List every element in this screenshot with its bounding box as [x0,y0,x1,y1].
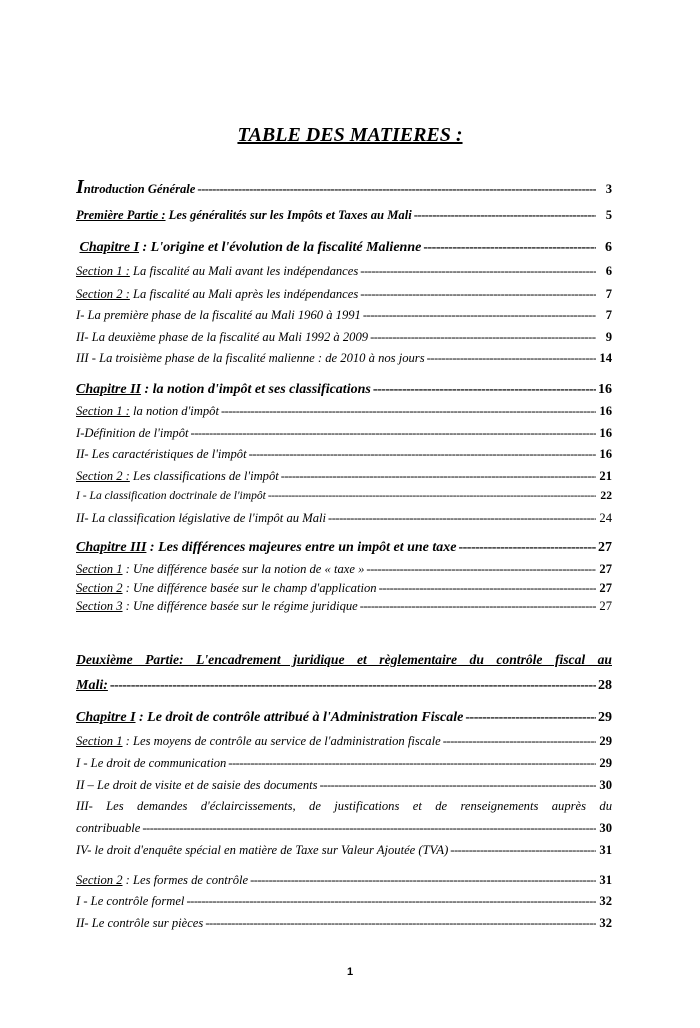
dot-leader [370,330,596,345]
toc-entry-label: contribuable [76,821,141,835]
dot-leader [450,843,596,858]
toc-entry-prefix: Section 2 : [76,469,130,483]
toc-entry-item [76,894,612,909]
toc-page-number: 32 [599,916,612,930]
dot-leader [360,599,596,614]
dot-leader [191,426,596,441]
toc-entry-item [76,511,612,526]
toc-entry-prefix: Section 2 : [76,287,130,301]
toc-page-number: 31 [599,843,612,857]
toc-entry-label: IV- le droit d'enquête spécial en matière de Taxe sur Valeur Ajoutée (TVA) [76,843,449,857]
toc-entry-label: Les classifications de l'impôt [129,469,279,483]
toc-entry-section [76,599,612,614]
toc-entry-label: II- La deuxième phase de la fiscalité au Mali 1992 à 2009 [76,330,369,344]
toc-entry-prefix: Chapitre I [76,710,136,725]
toc-page-number: 9 [605,330,612,344]
toc-page-number: 28 [598,678,612,693]
toc-entry-item [76,447,612,462]
toc-entry-section [76,264,612,279]
toc-entry-prefix: Section 1 : [76,404,130,418]
toc-page-number: 21 [599,469,612,483]
toc-page-number: 31 [599,873,612,887]
dot-leader [443,734,596,749]
dot-leader [281,469,596,484]
toc-page-number: 24 [599,511,612,525]
toc-entry-label: I-Définition de l'impôt [76,426,189,440]
dot-leader [197,182,596,197]
toc-entry-label: La fiscalité au Mali avant les indépendances [129,264,359,278]
toc-entry-label: Les généralités sur les Impôts et Taxes au Mali [165,208,412,222]
toc-entry-item [76,308,612,323]
toc-entry-prefix: Section 1 : [76,264,130,278]
toc-entry-part-2-line1: Deuxième Partie: L'encadrement juridique et règlementaire du contrôle fiscal au [76,652,612,667]
toc-entry-label: ntroduction Générale [83,182,196,196]
toc-entry-prefix: Première Partie : [76,208,166,222]
toc-page-number: 16 [598,382,612,397]
dot-leader [363,308,596,323]
toc-entry-section [76,734,612,749]
toc-entry-section [76,469,612,484]
toc-entry-prefix: Chapitre II [76,382,141,397]
toc-entry-item [76,756,612,771]
toc-page-number: 27 [599,581,612,595]
toc-entry-label: II- Les caractéristiques de l'impôt [76,447,247,461]
toc-page-number: 29 [599,734,612,748]
toc-entry-part-1 [76,208,612,223]
toc-page-number: 7 [605,308,612,322]
dot-leader [328,511,596,526]
toc-entry-label: II- Le contrôle sur pièces [76,916,204,930]
toc-entry-prefix: Chapitre III [76,540,147,555]
toc-entry-label: I - La classification doctrinale de l'impôt [76,489,266,502]
toc-page-number: 16 [599,426,612,440]
dot-leader [414,208,596,223]
toc-entry-section [76,404,612,419]
toc-entry-item [76,778,612,793]
dot-leader [110,678,596,694]
dot-leader [228,756,596,771]
toc-entry-chapter-2 [76,382,612,398]
toc-entry-label: : Une différence basée sur la notion de « taxe » [122,562,365,576]
toc-entry-label: : L'origine et l'évolution de la fiscalité Malienne [139,240,422,255]
toc-entry-label: II – Le droit de visite et de saisie des documents [76,778,318,792]
toc-entry-section [76,287,612,302]
page-number-footer: 1 [346,966,354,978]
toc-page-number: 6 [605,264,612,278]
dot-leader [360,287,596,302]
toc-entry-item [76,426,612,441]
toc-page-number: 27 [598,540,612,555]
toc-page-number: 27 [599,599,612,613]
toc-entry-chapter-3 [76,540,612,556]
toc-page-number: 3 [605,182,612,196]
dot-leader [250,873,596,888]
toc-entry-label: : la notion d'impôt et ses classifications [140,382,371,397]
toc-entry-prefix: Chapitre I [79,240,140,255]
dot-leader [427,351,596,366]
dot-leader [186,894,596,909]
toc-entry-label: La fiscalité au Mali après les indépendances [129,287,359,301]
toc-entry-chapter-1 [76,240,612,256]
toc-entry-part-2-line2 [76,678,612,694]
toc-entry-section [76,873,612,888]
toc-entry-label: : Une différence basée sur le champ d'application [122,581,377,595]
dot-leader [142,821,596,836]
toc-page-number: 32 [599,894,612,908]
toc-entry-label: : Les moyens de contrôle au service de l'administration fiscale [122,734,441,748]
dot-leader [249,447,596,462]
toc-entry-label: : Les différences majeures entre un impôt et une taxe [146,540,457,555]
toc-entry-item [76,843,612,858]
toc-page-number: 16 [599,404,612,418]
toc-page-number: 16 [599,447,612,461]
toc-entry-prefix: Section 2 [76,581,123,595]
dot-leader [360,264,596,279]
toc-entry-label: I - Le contrôle formel [76,894,185,908]
toc-entry-item-line2 [76,821,612,836]
toc-page-number: 30 [599,778,612,792]
toc-entry-introduction [76,176,612,199]
toc-entry-label: : Une différence basée sur le régime juridique [122,599,358,613]
toc-entry-item [76,489,612,502]
dot-leader [379,581,596,596]
dot-leader [205,916,596,931]
toc-entry-label: la notion d'impôt [129,404,219,418]
toc-entry-prefix: Section 2 [76,873,123,887]
toc-page-number: 6 [605,240,612,255]
toc-entry-p2-chapter-1 [76,710,612,726]
toc-entry-label: I - Le droit de communication [76,756,227,770]
toc-page-number: 7 [605,287,612,301]
toc-entry-item-line1: III- Les demandes d'éclaircissements, de justifications et de renseignements auprès du [76,799,612,813]
dot-leader [373,382,596,398]
toc-entry-prefix: Section 1 [76,734,123,748]
toc-page-number: 27 [599,562,612,576]
toc-entry-item [76,330,612,345]
toc-page-number: 29 [598,710,612,725]
toc-entry-label: : Le droit de contrôle attribué à l'Administration Fiscale [135,710,464,725]
dot-leader [221,404,596,419]
dot-leader [423,240,596,256]
toc-entry-label: : Les formes de contrôle [122,873,249,887]
toc-page-number: 30 [599,821,612,835]
toc-page-number: 14 [599,351,612,365]
dot-leader [268,489,596,502]
drop-cap: I [76,176,84,198]
toc-entry-label: Mali: [76,678,108,693]
toc-entry-label: III - La troisième phase de la fiscalité malienne : de 2010 à nos jours [76,351,425,365]
dot-leader [366,562,596,577]
toc-entry-section [76,562,612,577]
toc-page-number: 5 [605,208,612,222]
dot-leader [458,540,596,556]
toc-entry-prefix: Section 3 [76,599,123,613]
toc-page-number: 29 [599,756,612,770]
dot-leader [320,778,596,793]
toc-entry-label: I- La première phase de la fiscalité au Mali 1960 à 1991 [76,308,361,322]
toc-entry-label: II- La classification législative de l'impôt au Mali [76,511,326,525]
dot-leader [465,710,596,726]
toc-entry-item [76,351,612,366]
toc-page-number: 22 [600,489,612,502]
toc-entry-item [76,916,612,931]
page-title: TABLE DES MATIERES : [237,124,463,146]
toc-entry-section [76,581,612,596]
toc-entry-prefix: Section 1 [76,562,123,576]
